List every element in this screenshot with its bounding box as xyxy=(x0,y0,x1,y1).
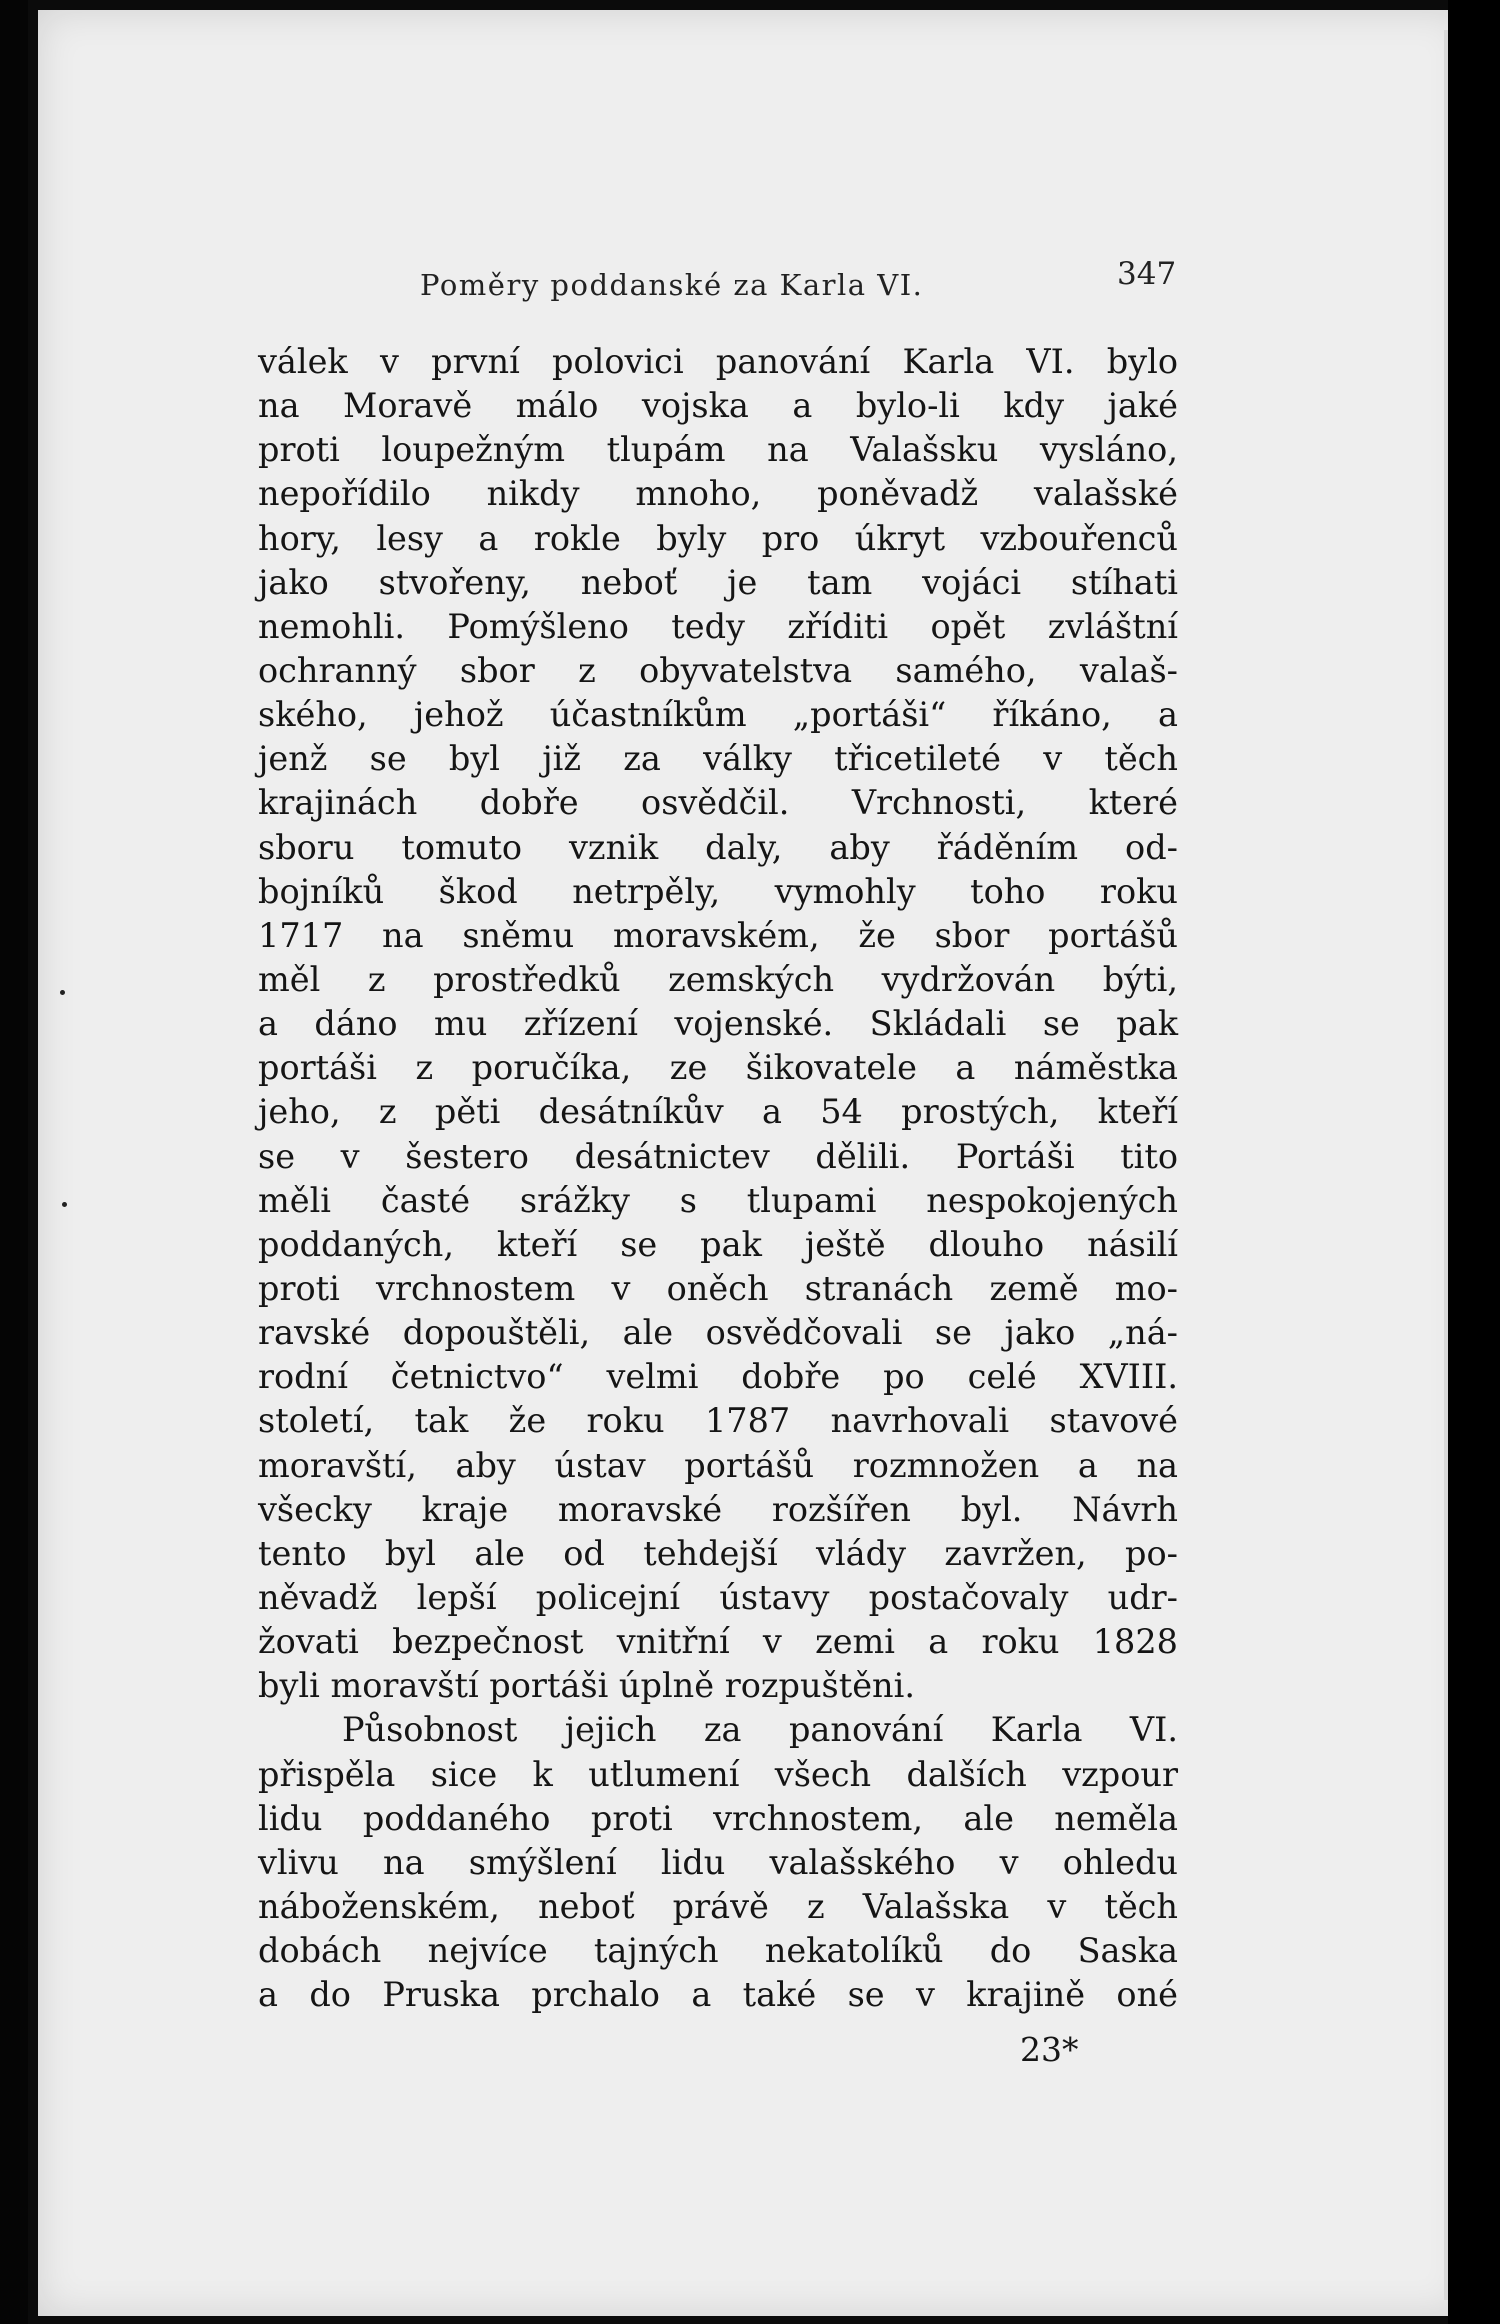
signature-mark: 23* xyxy=(1020,2030,1079,2069)
text-line: ochranný sbor z obyvatelstva samého, valaš- xyxy=(258,650,1178,690)
text-line: náboženském, neboť právě z Valašska v těch xyxy=(258,1886,1178,1926)
text-line: proti vrchnostem v oněch stranách země mo- xyxy=(258,1268,1178,1308)
text-line: byli moravští portáši úplně rozpuštěni. xyxy=(258,1666,915,1706)
book-right-gutter xyxy=(1448,0,1500,2324)
text-line: ravské dopouštěli, ale osvědčovali se jako „ná- xyxy=(258,1313,1178,1353)
text-line: jeho, z pěti desátníkův a 54 prostých, kteří xyxy=(258,1092,1178,1132)
text-line: dobách nejvíce tajných nekatolíků do Saska xyxy=(258,1931,1178,1971)
text-line: nemohli. Pomýšleno tedy zříditi opět zvláštní xyxy=(258,606,1178,646)
text-line: vlivu na smýšlení lidu valašského v ohledu xyxy=(258,1842,1178,1882)
text-line: žovati bezpečnost vnitřní v zemi a roku 1828 xyxy=(258,1622,1178,1662)
text-line: krajinách dobře osvědčil. Vrchnosti, které xyxy=(258,783,1178,823)
scan-speck xyxy=(60,990,65,995)
book-left-edge xyxy=(0,0,28,2324)
text-line: moravští, aby ústav portášů rozmnožen a na xyxy=(258,1445,1178,1485)
text-line: bojníků škod netrpěly, vymohly toho roku xyxy=(258,871,1178,911)
text-line: a do Pruska prchalo a také se v krajině oné xyxy=(258,1975,1178,2015)
text-line: jako stvořeny, neboť je tam vojáci stíhati xyxy=(258,562,1178,602)
text-line: rodní četnictvo“ velmi dobře po celé XVIII. xyxy=(258,1357,1178,1397)
text-line: se v šestero desátnictev dělili. Portáši tito xyxy=(258,1136,1178,1176)
text-line: století, tak že roku 1787 navrhovali stavové xyxy=(258,1401,1178,1441)
page-number: 347 xyxy=(1117,256,1177,292)
text-line: proti loupežným tlupám na Valašsku vysláno, xyxy=(258,430,1178,470)
scan-speck xyxy=(62,1202,67,1207)
text-line: všecky kraje moravské rozšířen byl. Návrh xyxy=(258,1489,1178,1529)
text-line: něvadž lepší policejní ústavy postačovaly udr- xyxy=(258,1577,1178,1617)
text-line: lidu poddaného proti vrchnostem, ale neměla xyxy=(258,1798,1178,1838)
text-line: jenž se byl již za války třicetileté v těch xyxy=(258,739,1178,779)
text-line: poddaných, kteří se pak ještě dlouho násilí xyxy=(258,1224,1178,1264)
text-line: ského, jehož účastníkům „portáši“ říkáno, a xyxy=(258,695,1178,735)
text-line: a dáno mu zřízení vojenské. Skládali se pak xyxy=(258,1004,1178,1044)
text-line: měli časté srážky s tlupami nespokojených xyxy=(258,1180,1178,1220)
running-head: Poměry poddanské za Karla VI. xyxy=(420,268,924,302)
text-line: na Moravě málo vojska a bylo-li kdy jaké xyxy=(258,386,1178,426)
text-line: nepořídilo nikdy mnoho, poněvadž valašské xyxy=(258,474,1178,514)
text-line: válek v první polovici panování Karla VI. bylo xyxy=(258,342,1178,381)
text-line: hory, lesy a rokle byly pro úkryt vzbouřenců xyxy=(258,518,1178,558)
text-line: 1717 na sněmu moravském, že sbor portášů xyxy=(258,915,1178,955)
body-text xyxy=(258,340,1178,2017)
text-line: sboru tomuto vznik daly, aby řáděním od- xyxy=(258,827,1178,867)
text-line: měl z prostředků zemských vydržován býti, xyxy=(258,959,1178,999)
book-page xyxy=(38,10,1466,2316)
text-line: portáši z poručíka, ze šikovatele a náměstka xyxy=(258,1048,1178,1088)
text-line: přispěla sice k utlumení všech dalších vzpour xyxy=(258,1754,1178,1794)
text-line: tento byl ale od tehdejší vlády zavržen, po- xyxy=(258,1533,1178,1573)
text-line: Působnost jejich za panování Karla VI. xyxy=(342,1710,1178,1750)
